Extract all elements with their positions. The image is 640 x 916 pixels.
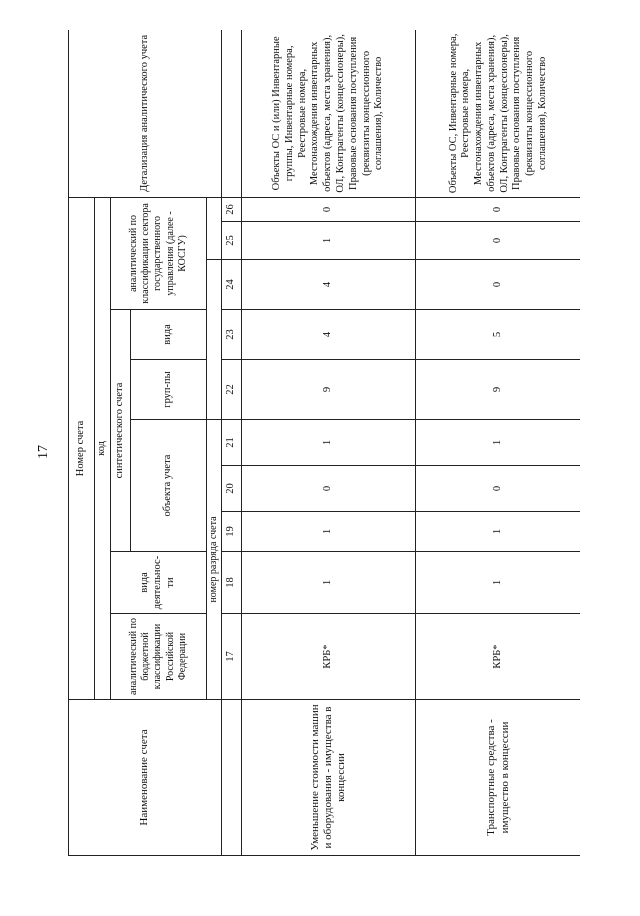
row-2-name: Транспортные средства - имущество в концессии: [416, 700, 580, 856]
rotated-table-area: [68, 30, 580, 856]
digit-21: 21: [222, 420, 242, 466]
row-2-d21: 1: [416, 420, 580, 466]
digit-20: 20: [222, 466, 242, 512]
header-account-number: Номер счета: [69, 197, 95, 699]
row-1-d18: 1: [242, 552, 416, 614]
row-1-d26: 0: [242, 197, 416, 221]
row-1-d20: 0: [242, 466, 416, 512]
digit-17: 17: [222, 614, 242, 700]
header-analytic-budget: аналитический по бюджетной классификации Российской Федерации: [111, 614, 207, 700]
digit-19: 19: [222, 512, 242, 552]
row-1-d19: 1: [242, 512, 416, 552]
row-1-d24: 4: [242, 260, 416, 310]
header-synthetic: синтетического счета: [111, 310, 131, 552]
header-account-object: объекта учета: [131, 420, 207, 552]
row-2-d18: 1: [416, 552, 580, 614]
row-2-d20: 0: [416, 466, 580, 512]
digit-24: 24: [222, 260, 242, 310]
header-detail: Детализация аналитического учета: [69, 30, 222, 197]
header-account-name: Наименование счета: [69, 700, 222, 856]
header-digit-row-blank: [207, 260, 222, 420]
header-group: груп-пы: [131, 360, 207, 420]
digit-18: 18: [222, 552, 242, 614]
row-2-d19: 1: [416, 512, 580, 552]
header-digit-row: номер разряда счета: [207, 420, 222, 700]
row-1-d25: 1: [242, 222, 416, 260]
digit-23: 23: [222, 310, 242, 360]
row-2-detail: Объекты ОС, Инвентарные номера, Реестровые номера, Местонахождения инвентарных объектов (адреса, места хранения), ОЛ, Контрагенты (концессионеры), Правовые основания поступления (реквизиты концессионного соглашения), Количество: [416, 30, 580, 197]
row-2-d25: 0: [416, 222, 580, 260]
row-2-d26: 0: [416, 197, 580, 221]
row-1-d22: 9: [242, 360, 416, 420]
row-2-kbk: КРБ*: [416, 614, 580, 700]
rotated-table-container: [68, 30, 580, 856]
digit-blank-detail: [222, 30, 242, 197]
digit-25: 25: [222, 222, 242, 260]
row-1-kbk: КРБ*: [242, 614, 416, 700]
digit-26: 26: [222, 197, 242, 221]
row-2-d22: 9: [416, 360, 580, 420]
row-1-d23: 4: [242, 310, 416, 360]
row-2-d23: 5: [416, 310, 580, 360]
page-number: 17: [36, 445, 51, 459]
accounts-table: [68, 30, 580, 856]
digit-22: 22: [222, 360, 242, 420]
header-kosgu: аналитический по классификации сектора государственного управления (далее - КОСГУ): [111, 197, 207, 309]
table-row: [416, 30, 580, 856]
header-code: код: [95, 197, 111, 699]
header-type: вида: [131, 310, 207, 360]
digit-blank: [222, 700, 242, 856]
header-activity-type: вида деятельнос-ти: [111, 552, 207, 614]
row-1-name: Уменьшение стоимости машин и оборудования - имущества в концессии: [242, 700, 416, 856]
row-1-d21: 1: [242, 420, 416, 466]
row-1-detail: Объекты ОС и (или) Инвентарные группы, Инвентарные номера, Реестровые номера, Местонахождения инвентарных объектов (адреса, места хранения), ОЛ, Контрагенты (концессионеры), Правовые основания поступления (реквизиты концессионного соглашения), Количество: [242, 30, 416, 197]
table-row: [242, 30, 416, 856]
row-2-d24: 0: [416, 260, 580, 310]
